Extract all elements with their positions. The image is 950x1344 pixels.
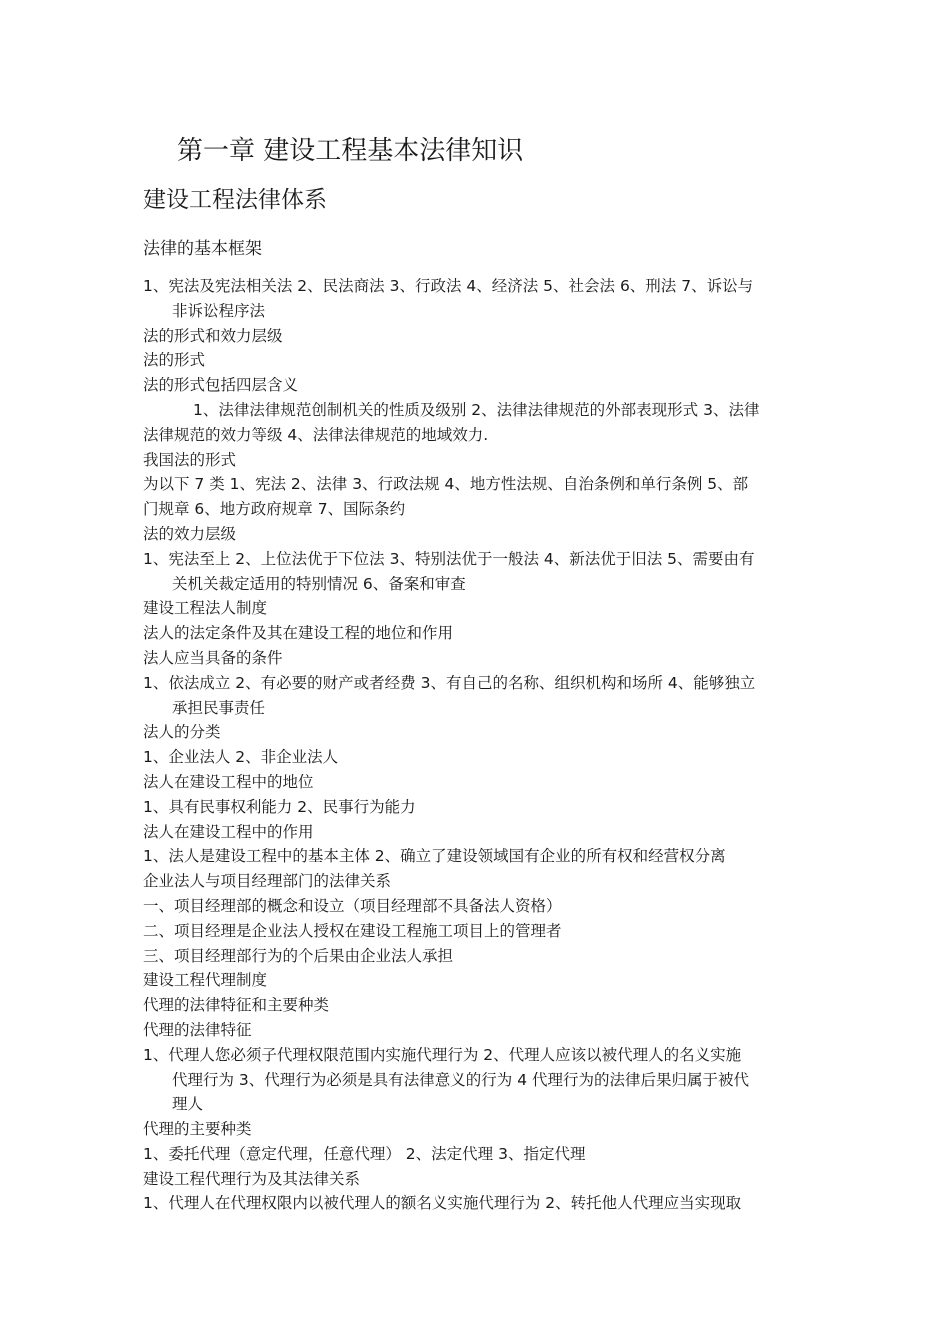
text-line: 1、代理人在代理权限内以被代理人的额名义实施代理行为 2、转托他人代理应当实现取: [143, 1194, 742, 1213]
text-line: 二、项目经理是企业法人授权在建设工程施工项目上的管理者: [143, 921, 562, 940]
text-line: 我国法的形式: [143, 450, 237, 469]
text-line: 承担民事责任: [172, 698, 266, 717]
text-line: 1、具有民事权利能力 2、民事行为能力: [143, 797, 416, 816]
text-line: 代理行为 3、代理行为必须是具有法律意义的行为 4 代理行为的法律后果归属于被代: [172, 1070, 750, 1089]
text-line: 法人的分类: [143, 723, 221, 742]
text-line: 非诉讼程序法: [172, 301, 266, 320]
text-line: 建设工程代理行为及其法律关系: [143, 1169, 361, 1188]
section-title: 建设工程法律体系: [143, 187, 327, 213]
text-line: 1、法律法律规范创制机关的性质及级别 2、法律法律规范的外部表现形式 3、法律: [193, 400, 760, 419]
text-line: 法的效力层级: [143, 524, 237, 543]
text-line: 法律规范的效力等级 4、法律法律规范的地域效力.: [143, 425, 489, 444]
text-line: 理人: [172, 1095, 204, 1114]
text-line: 1、法人是建设工程中的基本主体 2、确立了建设领域国有企业的所有权和经营权分离: [143, 847, 726, 866]
text-line: 代理的法律特征: [143, 1020, 252, 1039]
chapter-title: 第一章 建设工程基本法律知识: [177, 136, 524, 166]
text-line: 1、委托代理（意定代理，任意代理） 2、法定代理 3、指定代理: [143, 1144, 586, 1163]
text-line: 1、企业法人 2、非企业法人: [143, 748, 339, 767]
text-line: 1、代理人您必须子代理权限范围内实施代理行为 2、代理人应该以被代理人的名义实施: [143, 1045, 742, 1064]
subsection-title: 法律的基本框架: [143, 239, 262, 259]
text-line: 法的形式和效力层级: [143, 326, 283, 345]
text-line: 为以下 7 类 1、宪法 2、法律 3、行政法规 4、地方性法规、自治条例和单行条例 5、部: [143, 475, 749, 494]
text-line: 法人在建设工程中的地位: [143, 772, 314, 791]
text-line: 1、宪法至上 2、上位法优于下位法 3、特别法优于一般法 4、新法优于旧法 5、需要由有: [143, 549, 755, 568]
text-line: 一、项目经理部的概念和设立（项目经理部不具备法人资格）: [143, 896, 562, 915]
text-line: 门规章 6、地方政府规章 7、国际条约: [143, 500, 406, 519]
text-line: 建设工程法人制度: [143, 599, 268, 618]
text-line: 企业法人与项目经理部门的法律关系: [143, 872, 392, 891]
text-line: 法的形式: [143, 351, 206, 370]
text-line: 法人的法定条件及其在建设工程的地位和作用: [143, 624, 454, 643]
text-line: 1、依法成立 2、有必要的财产或者经费 3、有自己的名称、组织机构和场所 4、能够独立: [143, 673, 756, 692]
text-line: 法人在建设工程中的作用: [143, 822, 314, 841]
text-line: 法人应当具备的条件: [143, 648, 283, 667]
text-line: 代理的主要种类: [143, 1120, 252, 1139]
text-line: 1、宪法及宪法相关法 2、民法商法 3、行政法 4、经济法 5、社会法 6、刑法 7、诉讼与: [143, 277, 754, 295]
body-text: [143, 274, 809, 1216]
text-line: 三、项目经理部行为的个后果由企业法人承担: [143, 946, 454, 965]
text-line: 建设工程代理制度: [143, 971, 268, 990]
text-line: 代理的法律特征和主要种类: [143, 996, 330, 1015]
text-line: 关机关裁定适用的特别情况 6、备案和审查: [172, 574, 466, 593]
text-line: 法的形式包括四层含义: [143, 376, 299, 395]
